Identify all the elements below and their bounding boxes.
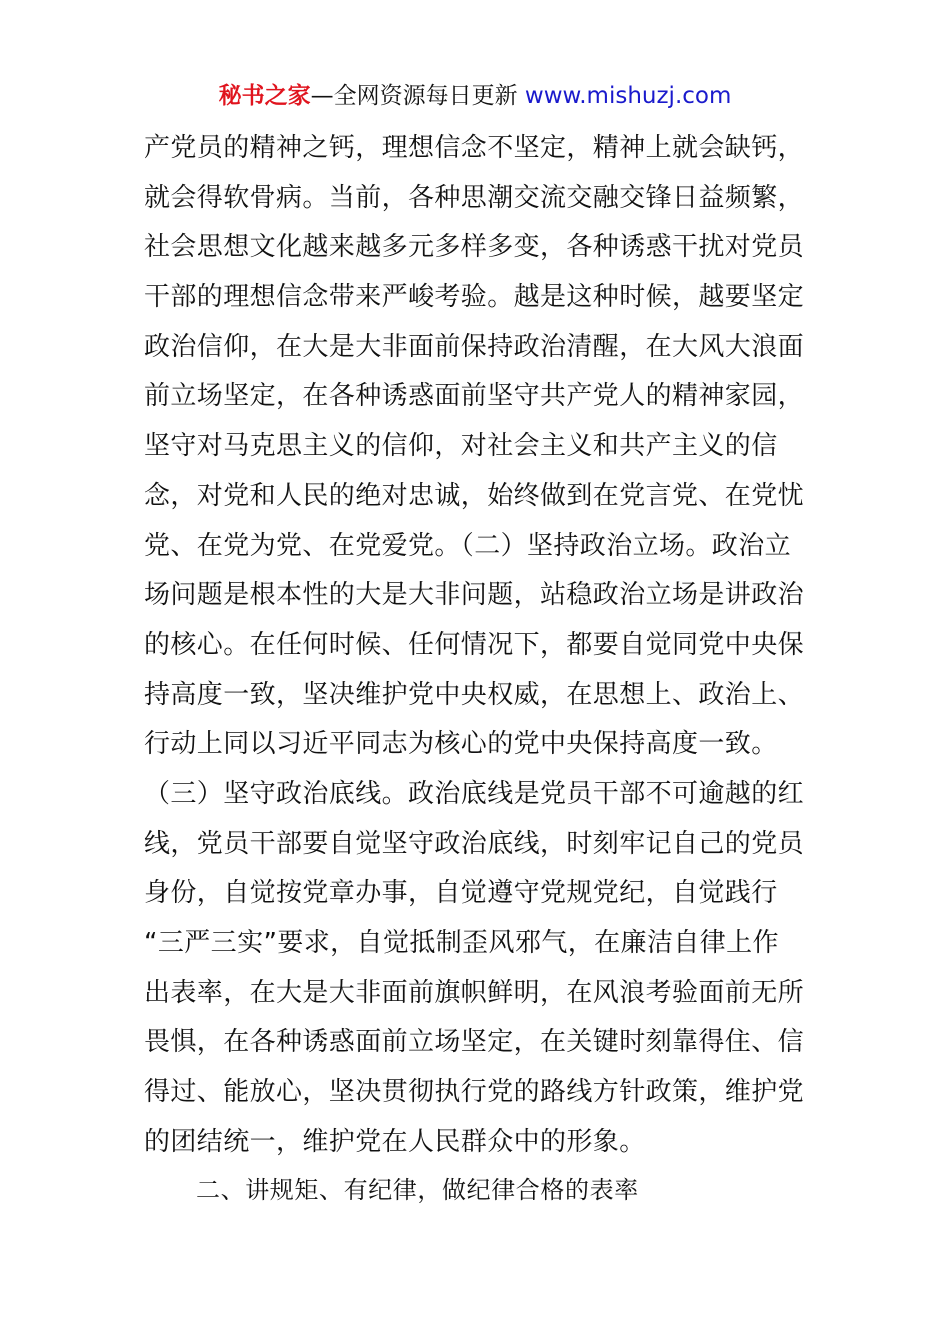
text-line: 干部的理想信念带来严峻考验。越是这种时候，越要坚定 bbox=[144, 282, 805, 313]
text-line: 得过、能放心，坚决贯彻执行党的路线方针政策，维护党 bbox=[144, 1077, 805, 1108]
text-line: 行动上同以习近平同志为核心的党中央保持高度一致。 bbox=[144, 729, 778, 760]
text-line: 的团结统一，维护党在人民群众中的形象。 bbox=[144, 1126, 646, 1157]
section-heading: 二、讲规矩、有纪律，做纪律合格的表率 bbox=[196, 1176, 639, 1204]
site-brand: 秘书之家 bbox=[218, 83, 311, 109]
body-paragraph bbox=[144, 124, 810, 1167]
text-line: 持高度一致，坚决维护党中央权威，在思想上、政治上、 bbox=[144, 679, 805, 710]
text-line: 场问题是根本性的大是大非问题，站稳政治立场是讲政治 bbox=[144, 580, 805, 611]
text-line: 线，党员干部要自觉坚守政治底线，时刻牢记自己的党员 bbox=[144, 828, 805, 859]
text-line: 的核心。在任何时候、任何情况下，都要自觉同党中央保 bbox=[144, 629, 805, 660]
text-line: “三严三实”要求，自觉抵制歪风邪气，在廉洁自律上作 bbox=[144, 928, 779, 958]
text-line: 身份，自觉按党章办事，自觉遵守党规党纪，自觉践行 bbox=[144, 878, 778, 909]
text-line: 坚守对马克思主义的信仰，对社会主义和共产主义的信 bbox=[144, 431, 778, 462]
text-line: 畏惧，在各种诱惑面前立场坚定，在关键时刻靠得住、信 bbox=[144, 1027, 805, 1058]
text-line: （三）坚守政治底线。政治底线是党员干部不可逾越的红 bbox=[144, 778, 805, 809]
text-line: 社会思想文化越来越多元多样多变，各种诱惑干扰对党员 bbox=[144, 232, 805, 263]
text-line: 党、在党为党、在党爱党。（二）坚持政治立场。政治立 bbox=[144, 530, 792, 561]
site-header bbox=[0, 80, 950, 112]
site-tagline: —全网资源每日更新 bbox=[310, 83, 525, 109]
text-line: 政治信仰，在大是大非面前保持政治清醒，在大风大浪面 bbox=[144, 331, 805, 362]
text-line: 前立场坚定，在各种诱惑面前坚守共产党人的精神家园， bbox=[144, 381, 805, 412]
text-line: 产党员的精神之钙，理想信念不坚定，精神上就会缺钙， bbox=[144, 133, 805, 163]
site-url-link[interactable]: www.mishuzj.com bbox=[524, 83, 732, 109]
text-line: 出表率，在大是大非面前旗帜鲜明，在风浪考验面前无所 bbox=[144, 977, 805, 1008]
text-line: 就会得软骨病。当前，各种思潮交流交融交锋日益频繁， bbox=[144, 182, 805, 213]
text-line: 念，对党和人民的绝对忠诚，始终做到在党言党、在党忧 bbox=[144, 480, 805, 511]
